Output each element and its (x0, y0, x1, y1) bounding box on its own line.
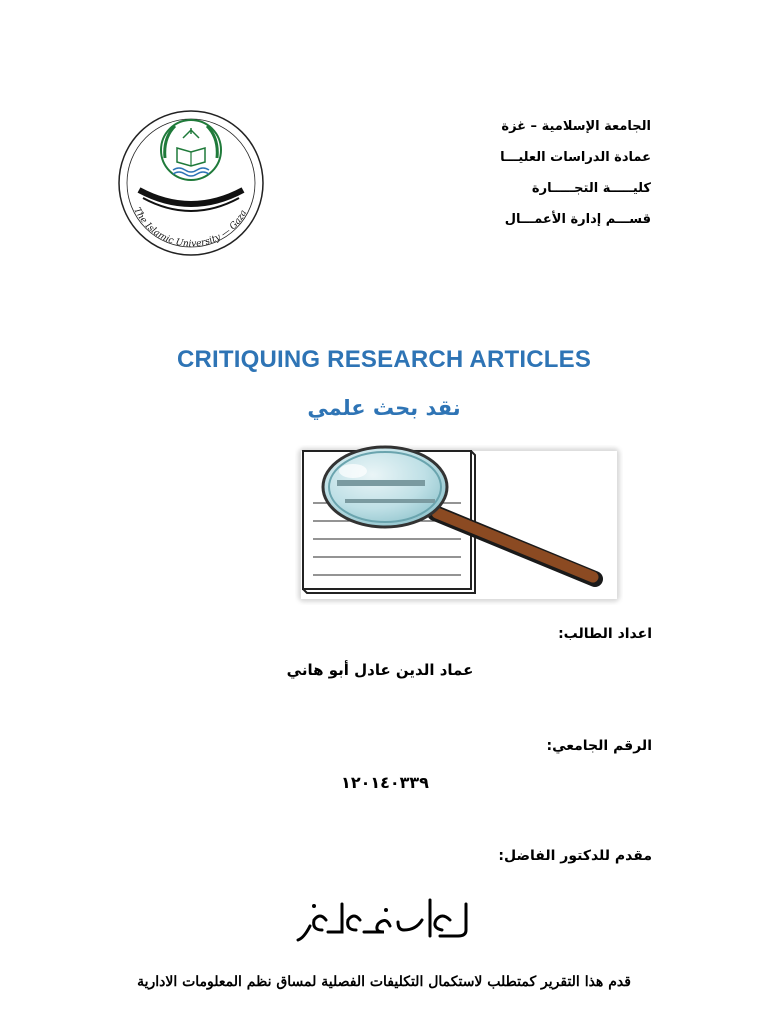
header-block (391, 117, 651, 241)
student-label: اعداد الطالب: (558, 626, 652, 642)
presented-to-label: مقدم للدكتور الفاضل: (498, 848, 652, 864)
faculty-name: كليـــــة التجـــــارة (531, 181, 651, 196)
university-id-label: الرقم الجامعي: (546, 738, 652, 754)
doctor-name-signature (290, 890, 480, 950)
document-title-english: CRITIQUING RESEARCH ARTICLES (176, 346, 592, 373)
university-seal-logo (113, 108, 270, 258)
magnifying-glass-over-document-icon (295, 445, 623, 605)
document-title-arabic: نقد بحث علمي (307, 396, 461, 420)
report-purpose-footer: قدم هذا التقرير كمتطلب لاستكمال التكليفات الفصلية لمساق نظم المعلومات الادارية (137, 974, 631, 990)
student-name: عماد الدين عادل أبو هاني (286, 661, 474, 679)
department-name: قســـم إدارة الأعمـــال (504, 212, 651, 227)
deanship-name: عمادة الدراسات العليـــا (500, 150, 651, 165)
university-id-value: ١٢٠١٤٠٣٣٩ (341, 773, 429, 792)
university-name: الجامعة الإسلامية – غزة (501, 119, 651, 134)
svg-text:The Islamic University — Gaza: The Islamic University — Gaza (131, 206, 250, 250)
